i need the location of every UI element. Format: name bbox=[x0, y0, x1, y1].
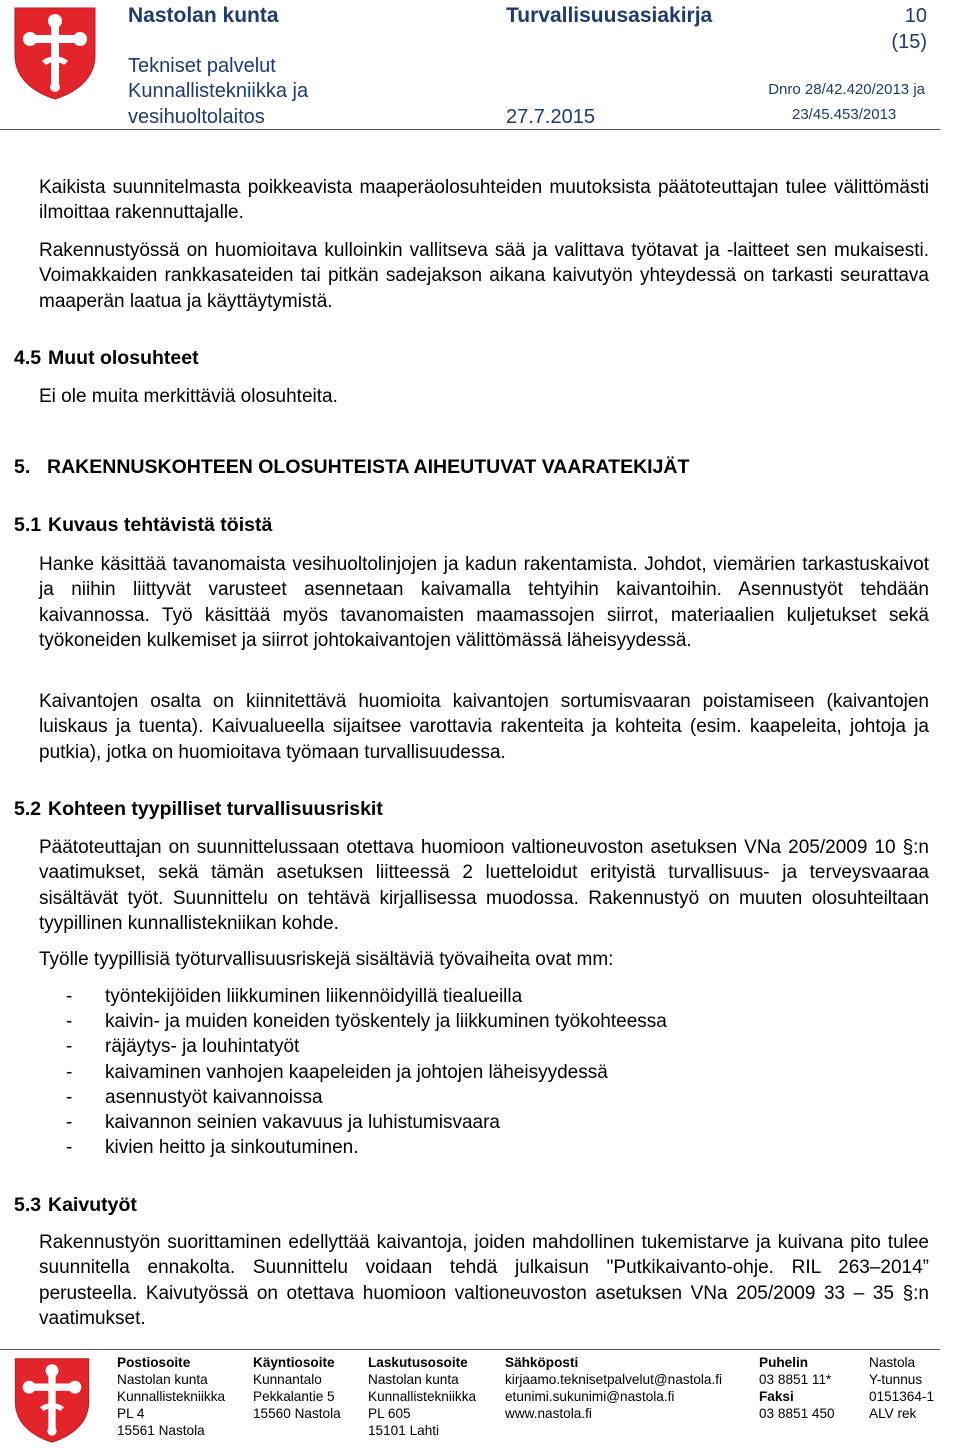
header-dept-line2: Kunnallistekniikka ja bbox=[128, 80, 309, 102]
footer-billing-line: 15101 Lahti bbox=[368, 1423, 440, 1438]
page-total: (15) bbox=[891, 31, 927, 53]
footer-email-link[interactable]: etunimi.sukunimi@nastola.fi bbox=[505, 1389, 675, 1404]
footer-postal-line: PL 4 bbox=[117, 1406, 145, 1421]
footer-email-label: Sähköposti bbox=[505, 1355, 579, 1370]
footer-misc-line: Y-tunnus bbox=[869, 1372, 923, 1387]
footer-postal-label: Postiosoite bbox=[117, 1355, 191, 1370]
header-org: Nastolan kunta bbox=[128, 4, 279, 27]
dnro-line1: Dnro 28/42.420/2013 ja bbox=[768, 81, 925, 98]
page-number: 10 bbox=[904, 5, 927, 27]
list-item: - työntekijöiden liikkuminen liikennöidyillä tiealueilla bbox=[66, 986, 523, 1007]
list-item: - kaivannon seinien vakavuus ja luhistumisvaara bbox=[66, 1112, 501, 1134]
section-5-2-paragraph-1: Päätoteuttajan on suunnittelussaan otettava huomioon valtioneuvoston asetuksen VNa 205/2009 10 §:n vaatimukset, sekä tämän asetuksen liitteessä 2 luetteloidut erityistä turvallisuus- ja terveysvaaraa sisältävät työt. Suunnittelu on tehtävä kirjallisessa muodossa. Rakennustyö on muuten olosuhteiltaan tyypillinen kunnallistekniikan kohde. bbox=[39, 837, 929, 934]
footer-billing-line: Nastolan kunta bbox=[368, 1372, 459, 1387]
list-item: - asennustyöt kaivannoissa bbox=[66, 1086, 323, 1108]
footer-phone-label: Puhelin bbox=[759, 1355, 809, 1370]
header-dept-line3: vesihuoltolaitos bbox=[128, 106, 265, 128]
intro-paragraph-2: Rakennustyössä on huomioitava kulloinkin vallitseva sää ja valittava työtavat ja -laitteet sen mukaisesti. Voimakkaiden rankkasateiden tai pitkän sadejakson aikana kaivutyön yhteydessä on tarkasti seurattava maaperän laatua ja käyttäytymistä. bbox=[39, 240, 929, 312]
section-5-3-paragraph-1: Rakennustyön suorittaminen edellyttää kaivantoja, joiden mahdollinen tukemistarve ja kuivana pito tulee suunnitella ennakolta. Suunnittelu voidaan tehdä julkaisun "Putkikaivanto-ohje. RIL 263–2014” perusteella. Kaivutyössä on otettava huomioon valtioneuvoston asetuksen VNa 205/2009 33 – 35 §:n vaatimukset. bbox=[39, 1232, 929, 1329]
footer-email-link[interactable]: kirjaamo.teknisetpalvelut@nastola.fi bbox=[505, 1372, 723, 1387]
section-5-2-heading: 5.2 Kohteen tyypilliset turvallisuusriskit bbox=[14, 798, 383, 820]
footer-visit-line: Kunnantalo bbox=[253, 1372, 322, 1387]
list-item: - kaivin- ja muiden koneiden työskentely ja liikkuminen työkohteessa bbox=[66, 1011, 667, 1033]
section-5-2-paragraph-2: Työlle tyypillisiä työturvallisuusriskejä sisältäviä työvaiheita ovat mm: bbox=[39, 949, 614, 970]
footer-fax-label: Faksi bbox=[759, 1389, 794, 1404]
footer-coat-of-arms-logo bbox=[12, 1356, 92, 1444]
dnro-line2: 23/45.453/2013 bbox=[792, 106, 897, 123]
document-date: 27.7.2015 bbox=[506, 106, 595, 128]
footer-phone bbox=[759, 1354, 835, 1422]
footer-billing-label: Laskutusosoite bbox=[368, 1355, 468, 1370]
section-5-1-heading: 5.1 Kuvaus tehtävistä töistä bbox=[14, 514, 273, 536]
section-4-5-text: Ei ole muita merkittäviä olosuhteita. bbox=[39, 386, 338, 407]
footer-email bbox=[505, 1354, 722, 1422]
header-rule bbox=[0, 129, 940, 130]
footer-misc-line: ALV rek bbox=[869, 1406, 917, 1421]
footer-postal bbox=[117, 1354, 225, 1439]
list-item: - kaivaminen vanhojen kaapeleiden ja johtojen läheisyydessä bbox=[66, 1061, 608, 1083]
risk-list bbox=[66, 984, 667, 1160]
footer-misc bbox=[869, 1354, 934, 1422]
footer-misc-line: 0151364-1 bbox=[869, 1389, 935, 1404]
section-5-1-paragraph-1: Hanke käsittää tavanomaista vesihuoltolinjojen ja kadun rakentamista. Johdot, viemärien tarkastuskaivot ja niihin liittyvät varusteet asennetaan kaivamalla tehtyihin kaivantoihin. Asennustyöt tehdään kaivannossa. Työ käsittää myös tavanomaisten maamassojen siirrot, materiaalien kuljetukset sekä työkoneiden kulkemiset ja siirrot johtokaivantojen välittömässä läheisyydessä. bbox=[39, 554, 929, 651]
footer-misc-line: Nastola bbox=[869, 1355, 916, 1370]
footer-postal-line: Kunnallistekniikka bbox=[117, 1389, 226, 1404]
footer-billing-line: Kunnallistekniikka bbox=[368, 1389, 477, 1404]
footer-postal-line: 15561 Nastola bbox=[117, 1423, 205, 1438]
footer-visit-line: 15560 Nastola bbox=[253, 1406, 341, 1421]
header-dept-line1: Tekniset palvelut bbox=[128, 55, 276, 77]
intro-paragraph-1: Kaikista suunnitelmasta poikkeavista maaperäolosuhteiden muutoksista päätoteuttajan tulee välittömästi ilmoittaa rakennuttajalle. bbox=[39, 177, 929, 224]
list-item: - räjäytys- ja louhintatyöt bbox=[66, 1036, 300, 1058]
footer-fax-number: 03 8851 450 bbox=[759, 1406, 835, 1421]
footer-web-link[interactable]: www.nastola.fi bbox=[505, 1406, 592, 1421]
list-item: - kivien heitto ja sinkoutuminen. bbox=[66, 1137, 359, 1159]
footer-phone-number: 03 8851 11* bbox=[759, 1372, 832, 1387]
footer-billing bbox=[368, 1354, 476, 1439]
document-title: Turvallisuusasiakirja bbox=[506, 4, 713, 27]
footer-rule bbox=[0, 1349, 940, 1350]
section-4-5-heading: 4.5 Muut olosuhteet bbox=[14, 347, 199, 369]
footer-visit-line: Pekkalantie 5 bbox=[253, 1389, 335, 1404]
footer-postal-line: Nastolan kunta bbox=[117, 1372, 208, 1387]
section-5-1-paragraph-2: Kaivantojen osalta on kiinnitettävä huomioita kaivantojen sortumisvaaran poistamiseen (kaivantojen luiskaus ja tuenta). Kaivualueella sijaitsee varottavia rakenteita ja kohteita (esim. kaapeleita, johtoja ja putkia), jotka on huomioitava työmaan turvallisuudessa. bbox=[39, 691, 929, 763]
footer-visit-label: Käyntiosoite bbox=[253, 1355, 335, 1370]
section-5-3-heading: 5.3 Kaivutyöt bbox=[14, 1194, 137, 1216]
footer-visit bbox=[253, 1354, 341, 1422]
footer-billing-line: PL 605 bbox=[368, 1406, 411, 1421]
coat-of-arms-logo bbox=[12, 5, 98, 101]
section-5-heading: 5. RAKENNUSKOHTEEN OLOSUHTEISTA AIHEUTUVAT VAARATEKIJÄT bbox=[14, 456, 690, 478]
